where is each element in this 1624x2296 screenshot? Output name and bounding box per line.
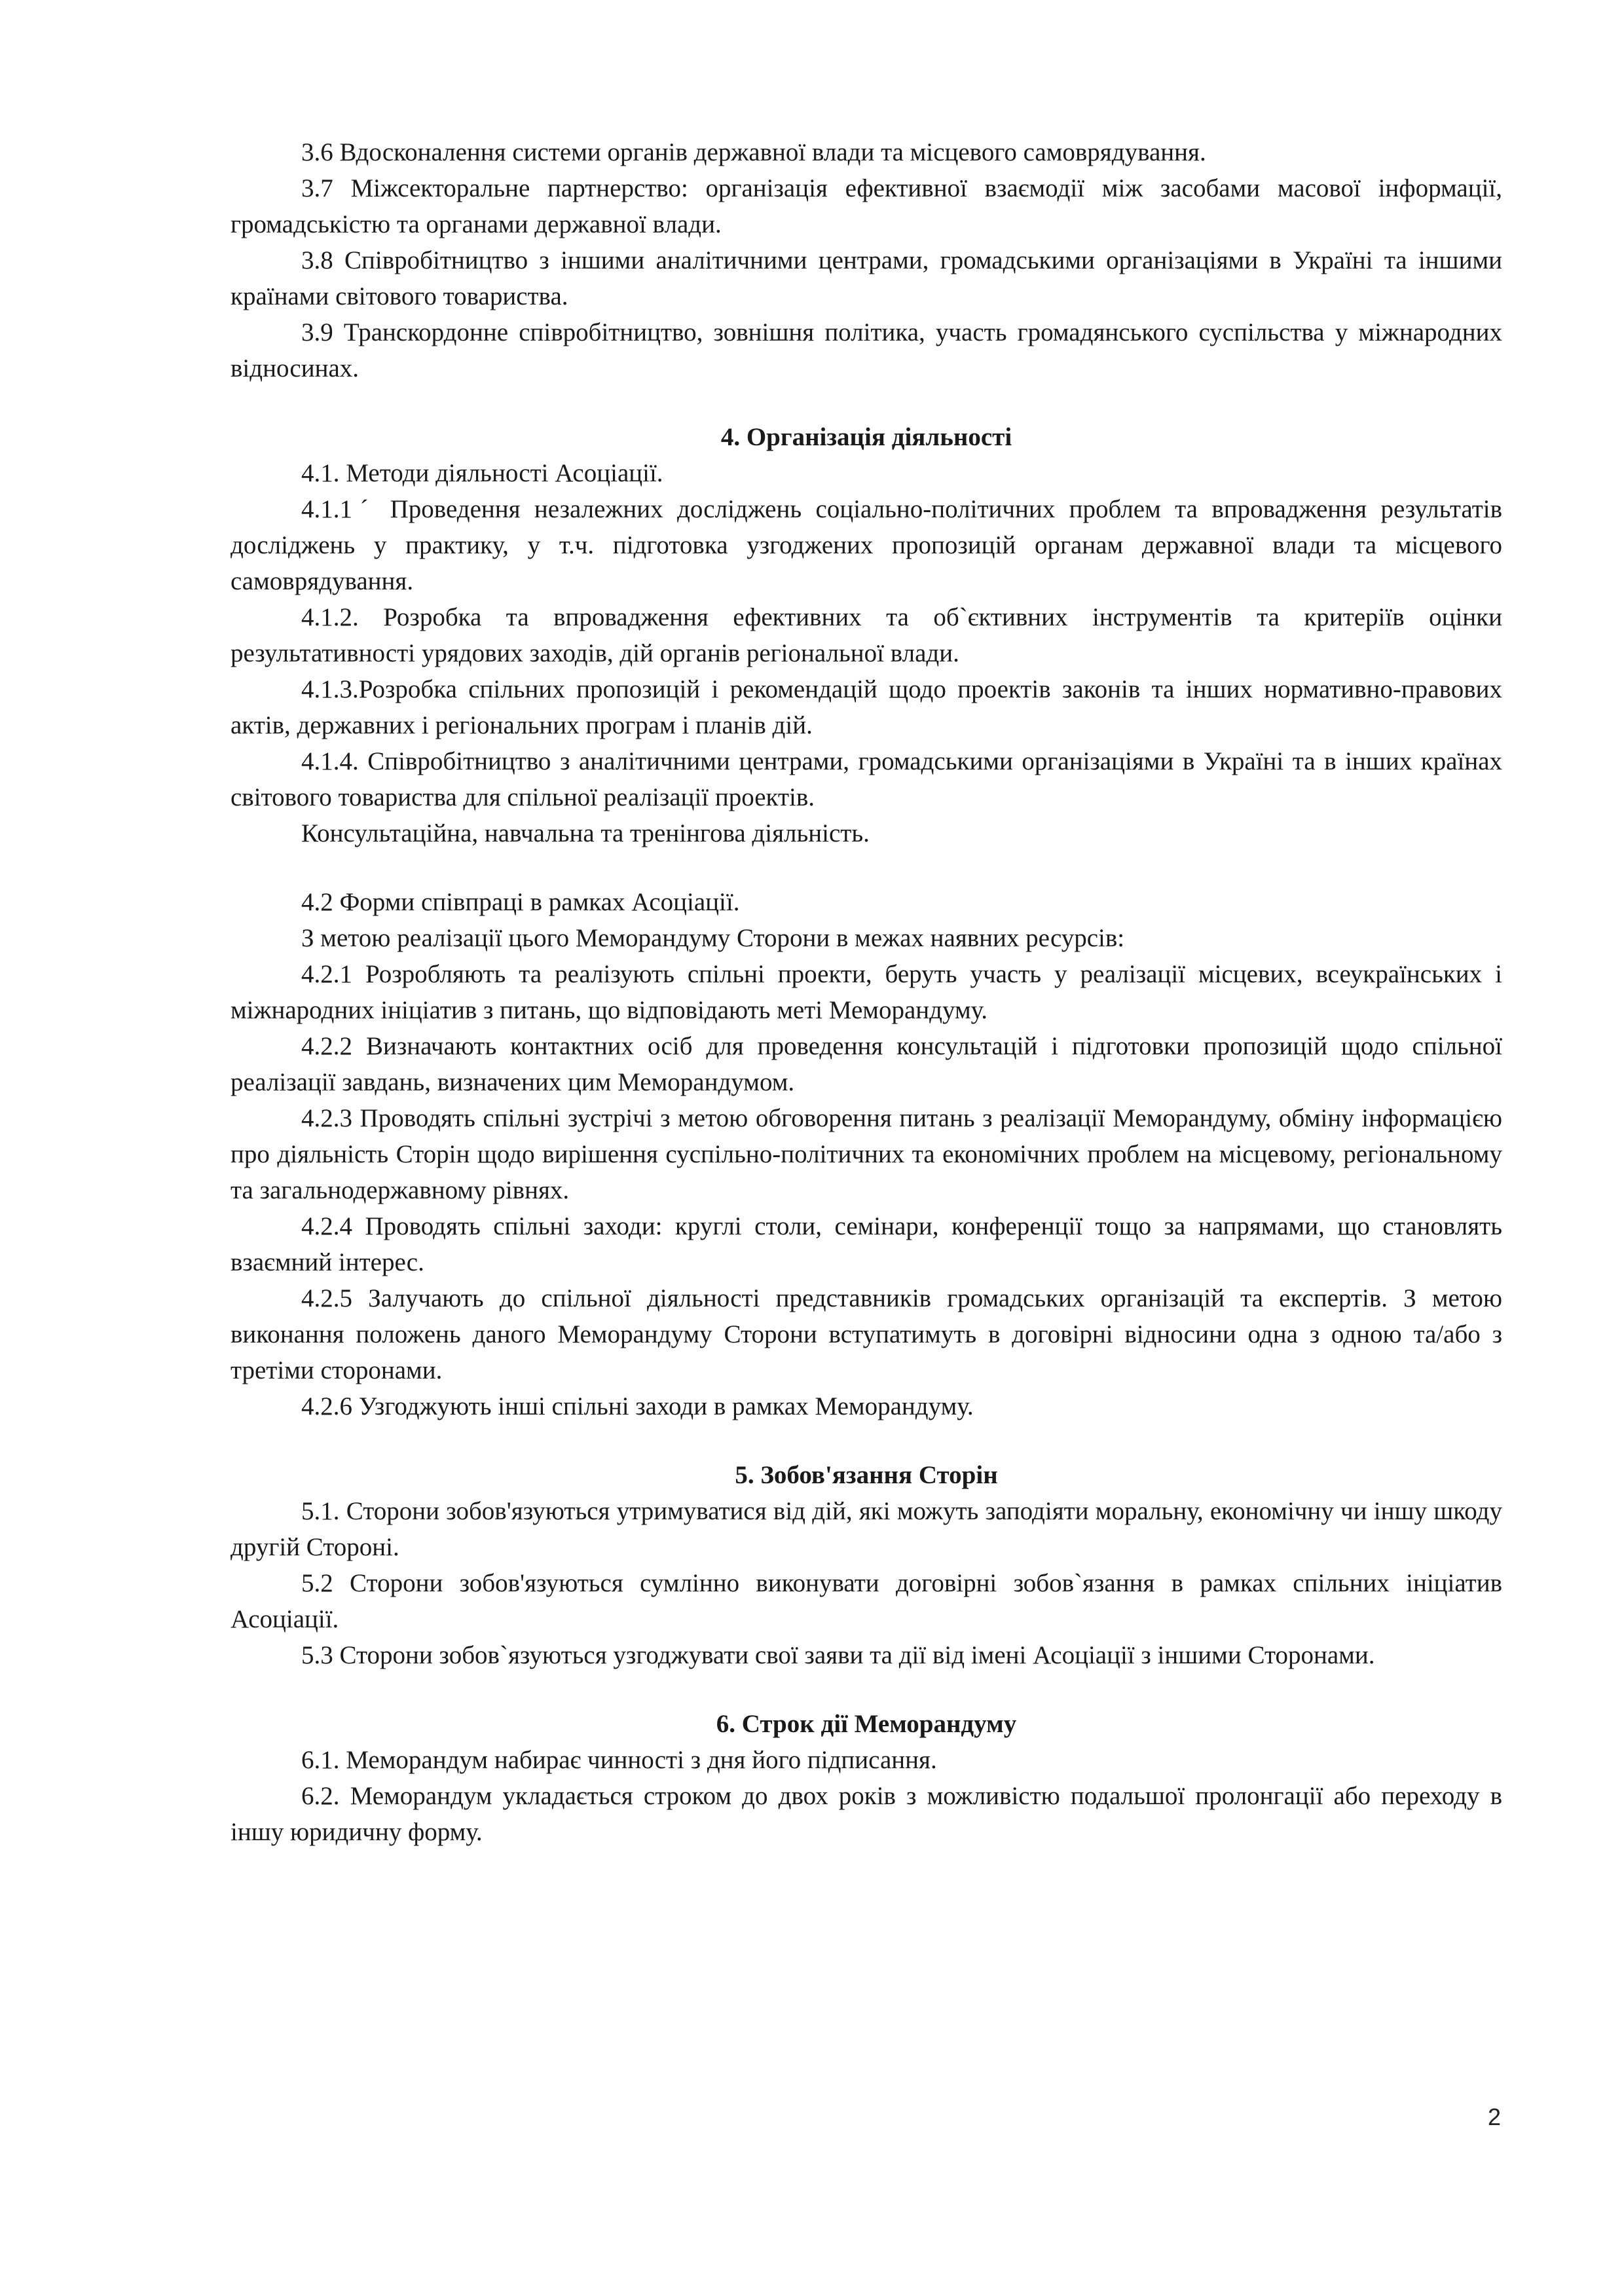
clause-4-2-intro: З метою реалізації цього Меморандуму Сторони в межах наявних ресурсів: bbox=[301, 924, 1125, 952]
clause-3-6: 3.6 Вдосконалення системи органів державної влади та місцевого самоврядування. bbox=[301, 138, 1206, 166]
clause-4-2-6: 4.2.6 Узгоджують інші спільні заходи в рамках Меморандуму. bbox=[301, 1392, 974, 1420]
clause-3-7: 3.7 Міжсекторальне партнерство: організація ефективної взаємодії між засобами масової інформації, громадськістю та органами державної влади. bbox=[231, 174, 1502, 238]
clause-6-1: 6.1. Меморандум набирає чинності з дня його підписання. bbox=[301, 1746, 937, 1774]
clause-4-1-5: Консультаційна, навчальна та тренінгова діяльність. bbox=[301, 819, 870, 847]
section-4-heading: 4. Організація діяльності bbox=[720, 423, 1012, 451]
clause-4-1-3: 4.1.3.Розробка спільних пропозицій і рекомендацій щодо проектів законів та інших нормативно-правових актів, державних і регіональних програм і планів дій. bbox=[231, 675, 1502, 739]
clause-4-2-2: 4.2.2 Визначають контактних осіб для проведення консультацій і підготовки пропозицій щодо спільної реалізації завдань, визначених цим Меморандумом. bbox=[231, 1032, 1502, 1096]
clause-4-2-4: 4.2.4 Проводять спільні заходи: круглі столи, семінари, конференції тощо за напрямами, що становлять взаємний інтерес. bbox=[231, 1212, 1502, 1276]
clause-4-2-3: 4.2.3 Проводять спільні зустрічі з метою обговорення питань з реалізації Меморандуму, обміну інформацією про діяльність Сторін щодо вирішення суспільно-політичних та економічних проблем на місцевому, регіональному та загальнодержавному рівнях. bbox=[231, 1104, 1502, 1204]
clause-4-1: 4.1. Методи діяльності Асоціації. bbox=[301, 459, 663, 487]
page-number: 2 bbox=[1487, 2103, 1501, 2130]
clause-5-1: 5.1. Сторони зобов'язуються утримуватися від дій, які можуть заподіяти моральну, економічну чи іншу шкоду другій Стороні. bbox=[231, 1497, 1502, 1561]
clause-3-8: 3.8 Співробітництво з іншими аналітичними центрами, громадськими організаціями в Україні та іншими країнами світового товариства. bbox=[231, 246, 1502, 310]
clause-4-1-4: 4.1.4. Співробітництво з аналітичними центрами, громадськими організаціями в Україні та в інших країнах світового товариства для спільної реалізації проектів. bbox=[231, 747, 1502, 811]
document-body bbox=[231, 134, 1502, 1850]
clause-4-2-5: 4.2.5 Залучають до спільної діяльності представників громадських організацій та експертів. З метою виконання положень даного Меморандуму Сторони вступатимуть в договірні відносини одна з одною та/або з третіми сторонами. bbox=[231, 1284, 1502, 1384]
clause-5-2: 5.2 Сторони зобов'язуються сумлінно виконувати договірні зобов`язання в рамках спільних ініціатив Асоціації. bbox=[231, 1569, 1502, 1633]
clause-4-1-2: 4.1.2. Розробка та впровадження ефективних та об`єктивних інструментів та критеріїв оцінки результативності урядових заходів, дій органів регіональної влади. bbox=[231, 603, 1502, 667]
clause-5-3: 5.3 Сторони зобов`язуються узгоджувати свої заяви та дії від імені Асоціації з іншими Сторонами. bbox=[301, 1641, 1375, 1669]
clause-3-9: 3.9 Транскордонне співробітництво, зовнішня політика, участь громадянського суспільства у міжнародних відносинах. bbox=[231, 318, 1502, 382]
section-6-heading: 6. Строк дії Меморандуму bbox=[716, 1710, 1017, 1738]
clause-6-2: 6.2. Меморандум укладається строком до двох років з можливістю подальшої пролонгації або переходу в іншу юридичну форму. bbox=[231, 1782, 1502, 1846]
clause-4-2-1: 4.2.1 Розробляють та реалізують спільні проекти, беруть участь у реалізації місцевих, всеукраїнських і міжнародних ініціатив з питань, що відповідають меті Меморандуму. bbox=[231, 960, 1502, 1024]
clause-4-2: 4.2 Форми співпраці в рамках Асоціації. bbox=[301, 888, 740, 916]
clause-4-1-1: 4.1.1ˊ Проведення незалежних досліджень соціально-політичних проблем та впровадження результатів досліджень у практику, у т.ч. підготовка узгоджених пропозицій органам державної влади та місцевого самоврядування. bbox=[231, 495, 1502, 595]
section-5-heading: 5. Зобов'язання Сторін bbox=[735, 1461, 998, 1489]
